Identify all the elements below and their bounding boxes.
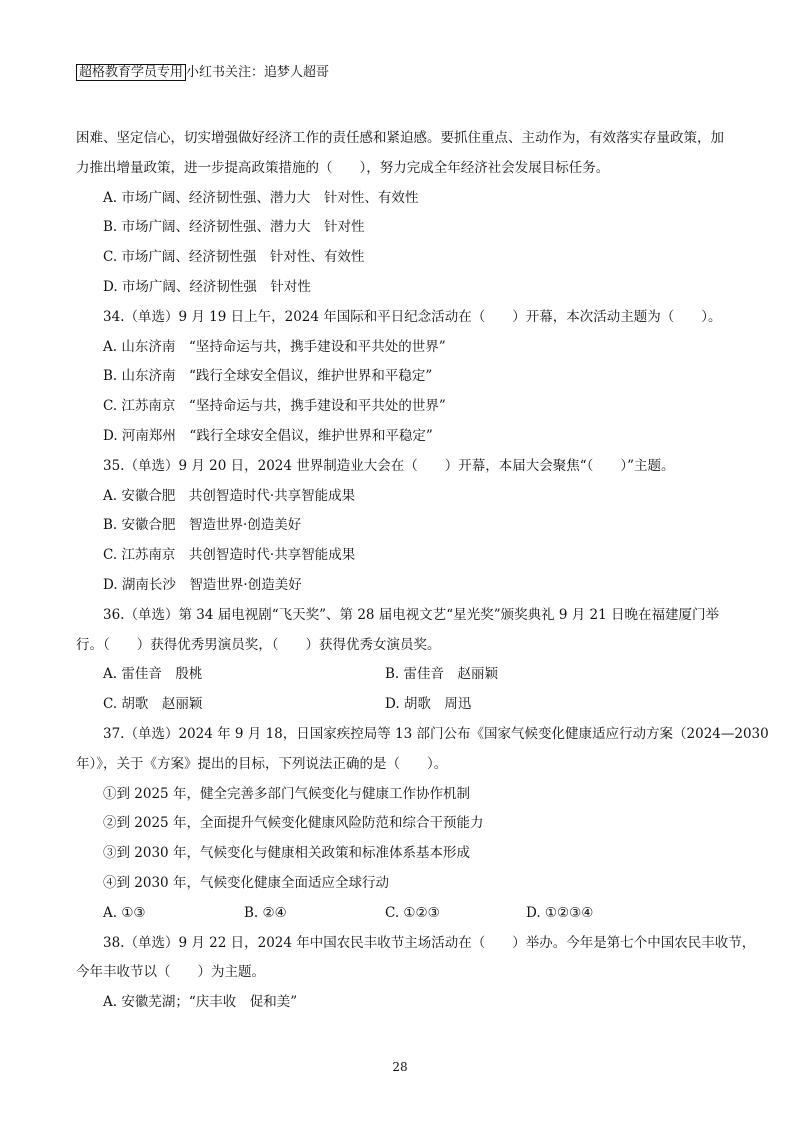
q33-option-c: C. 市场广阔、经济韧性强 针对性、有效性 bbox=[103, 249, 365, 266]
q34-option-d: D. 河南郑州 “践行全球安全倡议，维护世界和平稳定” bbox=[103, 427, 433, 444]
q35-option-c: C. 江苏南京 共创智造时代·共享智能成果 bbox=[103, 547, 356, 564]
q35-option-a: A. 安徽合肥 共创智造时代·共享智能成果 bbox=[103, 487, 356, 504]
q36-option-a: A. 雷佳音 殷桃 bbox=[103, 666, 203, 683]
q35-option-d: D. 湖南长沙 智造世界·创造美好 bbox=[103, 576, 302, 593]
header-text: 小红书关注：追梦人超哥 bbox=[186, 65, 330, 80]
q37-stem: 37.（单选）2024 年 9 月 18，日国家疾控局等 13 部门公布《国家气候变化健康适应行动方案（2024—2030 bbox=[103, 725, 769, 742]
q37-statement-4: ④到 2030 年，气候变化健康全面适应全球行动 bbox=[103, 874, 389, 891]
q36-stem-cont: 行。（ ）获得优秀男演员奖，（ ）获得优秀女演员奖。 bbox=[76, 636, 441, 653]
q34-option-c: C. 江苏南京 “坚持命运与共，携手建设和平共处的世界” bbox=[103, 398, 446, 415]
q35-option-b: B. 安徽合肥 智造世界·创造美好 bbox=[103, 517, 302, 534]
q36-stem: 36.（单选）第 34 届电视剧“飞天奖”、第 28 届电视文艺“星光奖”颁奖典礼 9 月 21 日晚在福建厦门举 bbox=[103, 606, 720, 623]
q33-option-b: B. 市场广阔、经济韧性强、潜力大 针对性 bbox=[103, 219, 365, 236]
q36-options-row bbox=[76, 660, 726, 690]
q34-option-b: B. 山东济南 “践行全球安全倡议，维护世界和平稳定” bbox=[103, 368, 433, 385]
intro-line: 困难、坚定信心，切实增强做好经济工作的责任感和紧迫感。要抓住重点、主动作为，有效落实存量政策，加 bbox=[76, 130, 724, 146]
q38-stem: 38.（单选）9 月 22 日，2024 年中国农民丰收节主场活动在（ ）举办。今年是第七个中国农民丰收节， bbox=[103, 934, 756, 951]
q37-stem-cont: 年）》，关于《方案》提出的目标，下列说法正确的是（ ）。 bbox=[76, 755, 448, 772]
q35-stem: 35.（单选）9 月 20 日，2024 世界制造业大会在（ ）开幕，本届大会聚焦“（ ）”主题。 bbox=[103, 457, 675, 474]
intro-line: 力推出增量政策，进一步提高政策措施的（ ），努力完成全年经济社会发展目标任务。 bbox=[76, 159, 610, 176]
q37-statement-1: ①到 2025 年，健全完善多部门气候变化与健康工作协作机制 bbox=[103, 785, 470, 802]
page-number: 28 bbox=[392, 1060, 408, 1074]
q36-options-row bbox=[76, 690, 726, 720]
q34-option-a: A. 山东济南 “坚持命运与共，携手建设和平共处的世界” bbox=[103, 338, 446, 355]
q38-stem-cont: 今年丰收节以（ ）为主题。 bbox=[76, 964, 265, 981]
q36-option-b: B. 雷佳音 赵丽颖 bbox=[385, 666, 499, 683]
page-header bbox=[76, 63, 329, 83]
q37-option-b: B. ②④ bbox=[244, 904, 287, 921]
header-boxed-label: 超格教育学员专用 bbox=[76, 64, 186, 81]
q37-statement-3: ③到 2030 年，气候变化与健康相关政策和标准体系基本形成 bbox=[103, 845, 470, 862]
q36-option-d: D. 胡歌 周迅 bbox=[385, 696, 472, 713]
q37-statement-2: ②到 2025 年，全面提升气候变化健康风险防范和综合干预能力 bbox=[103, 815, 484, 832]
q37-option-d: D. ①②③④ bbox=[526, 904, 594, 921]
q36-option-c: C. 胡歌 赵丽颖 bbox=[103, 696, 203, 713]
q33-option-d: D. 市场广阔、经济韧性强 针对性 bbox=[103, 278, 311, 295]
q37-option-a: A. ①③ bbox=[103, 904, 146, 921]
q38-option-a: A. 安徽芜湖；“庆丰收 促和美” bbox=[103, 994, 298, 1011]
q37-option-c: C. ①②③ bbox=[385, 904, 440, 921]
q34-stem: 34.（单选）9 月 19 日上午，2024 年国际和平日纪念活动在（ ）开幕，本次活动主题为（ ）。 bbox=[103, 308, 722, 325]
q33-option-a: A. 市场广阔、经济韧性强、潜力大 针对性、有效性 bbox=[103, 189, 419, 206]
q37-options-row bbox=[76, 899, 726, 929]
document-body bbox=[76, 124, 769, 1018]
